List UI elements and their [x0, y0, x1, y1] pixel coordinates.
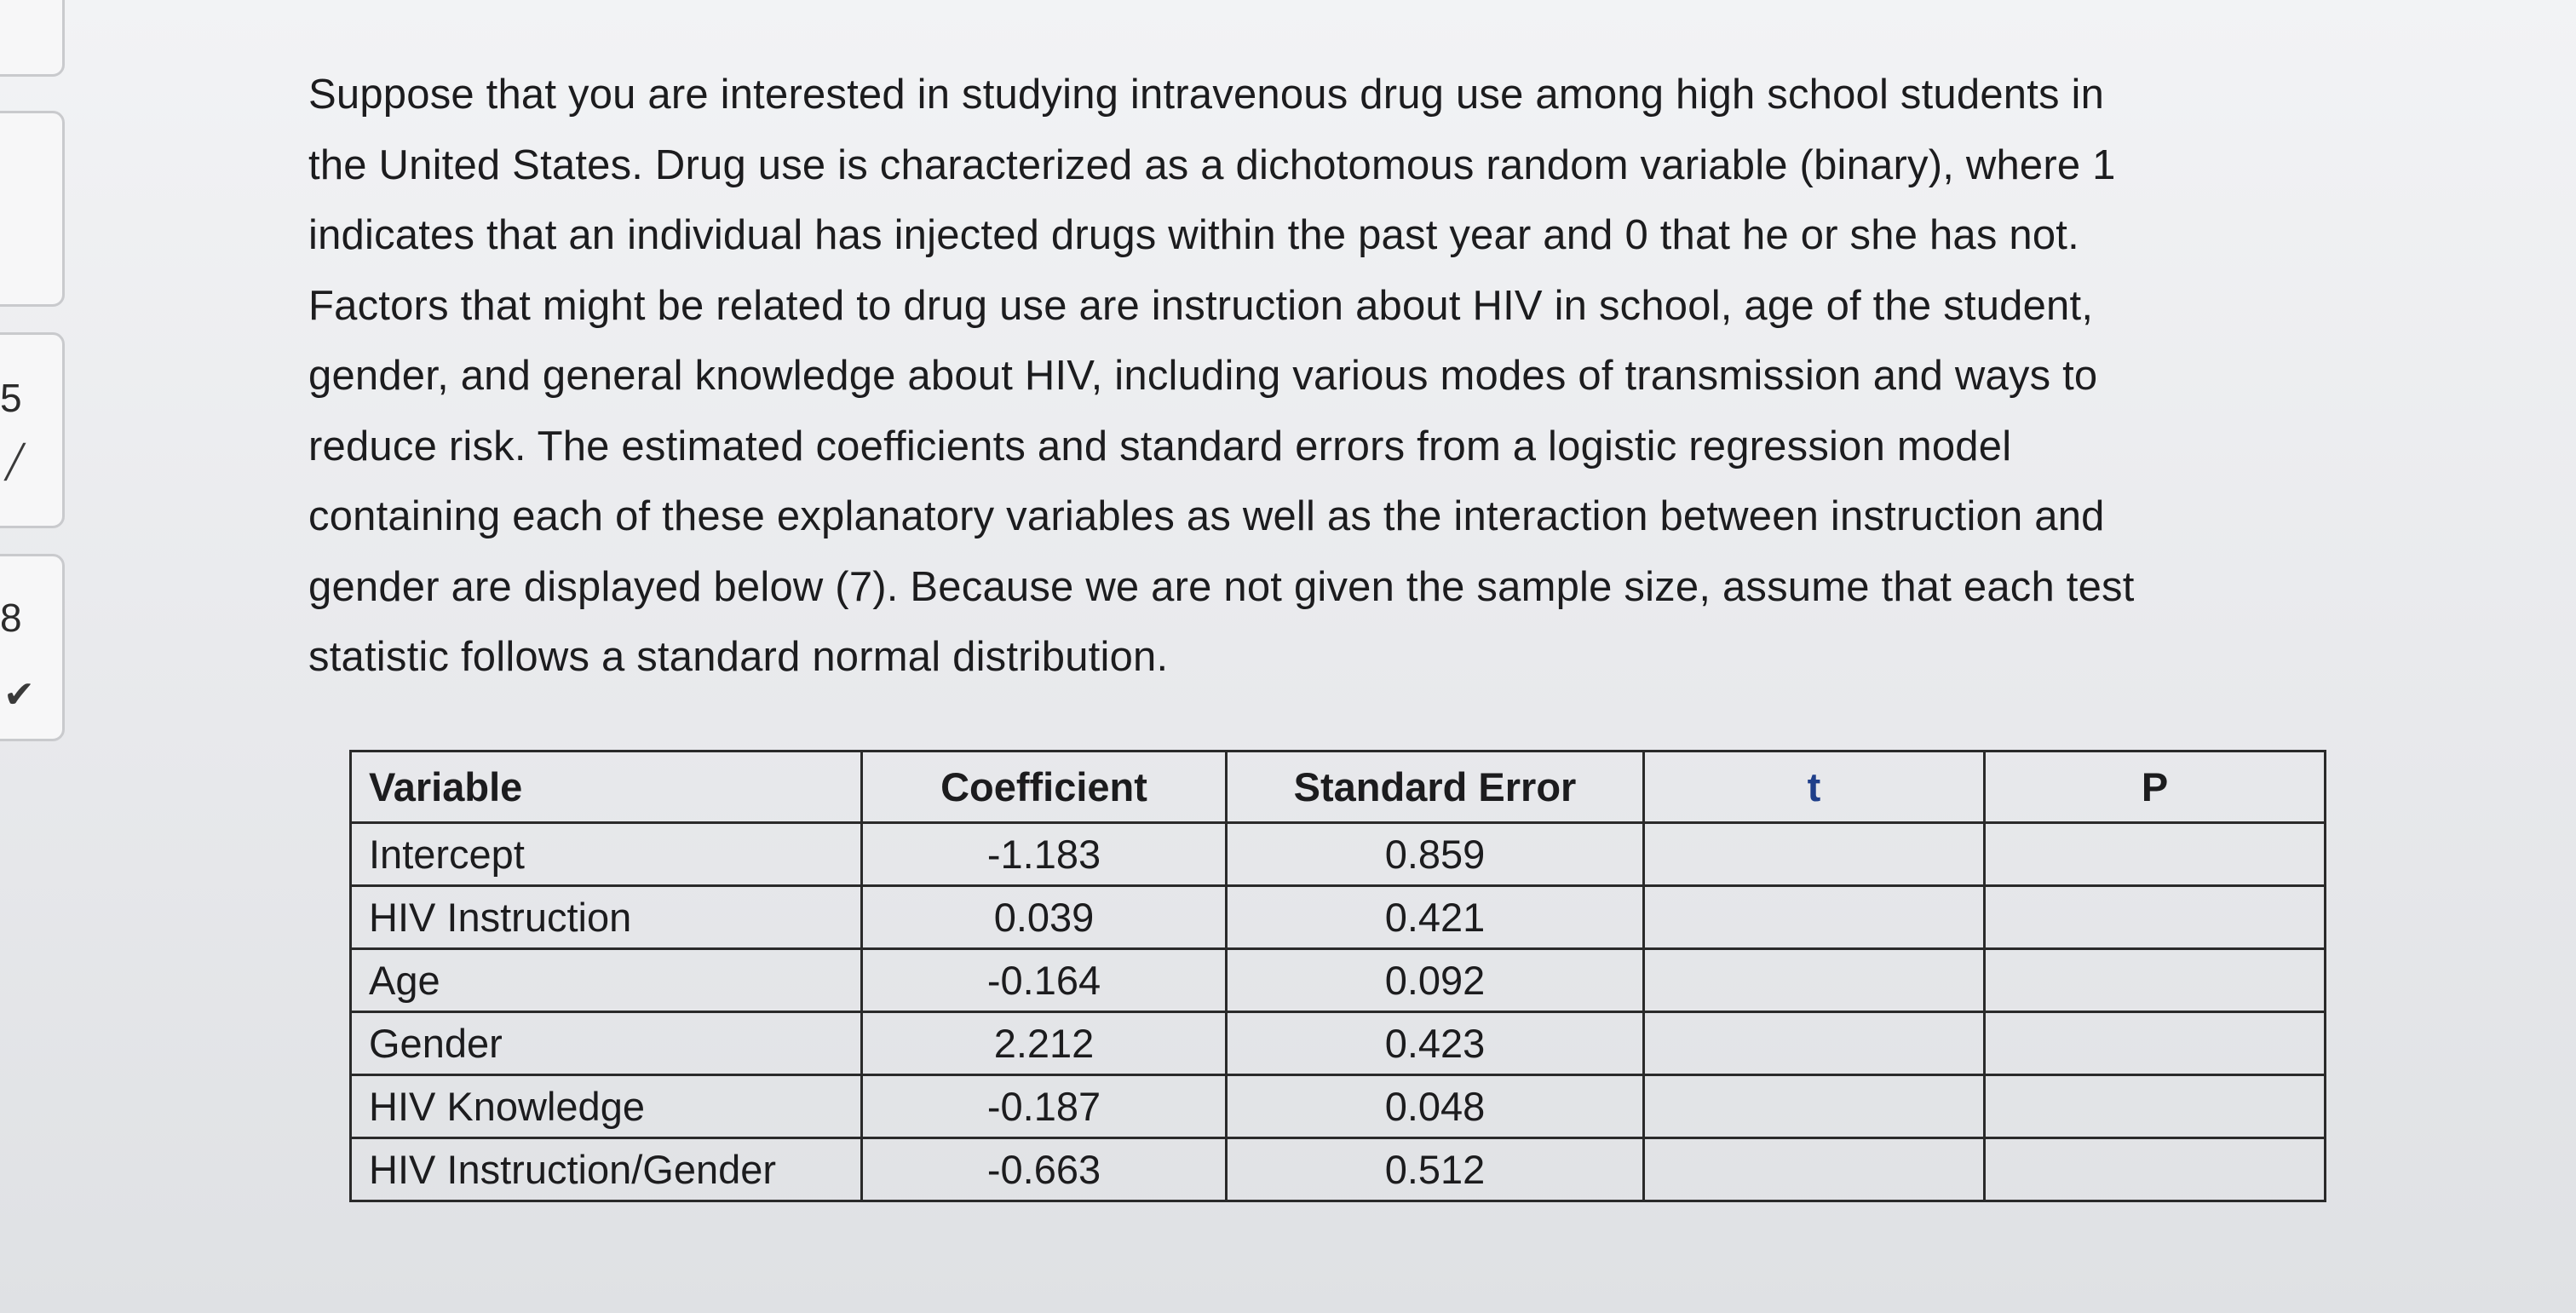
table-row: [351, 949, 2326, 1012]
cell-variable: Gender: [351, 1012, 862, 1075]
question-text: [308, 60, 2387, 693]
regression-table: [349, 750, 2326, 1202]
cell-t-input[interactable]: [1644, 1075, 1985, 1138]
question-line: statistic follows a standard normal distribution.: [308, 634, 1169, 680]
header-variable: Variable: [351, 752, 862, 823]
nav-number-8: 8: [0, 596, 22, 640]
cell-coefficient: -0.187: [862, 1075, 1227, 1138]
check-icon: ✔: [3, 674, 35, 716]
cell-standard-error: 0.421: [1227, 886, 1644, 949]
cell-p-input[interactable]: [1985, 823, 2326, 886]
cell-p-input[interactable]: [1985, 1012, 2326, 1075]
cell-standard-error: 0.512: [1227, 1138, 1644, 1201]
cell-coefficient: -0.164: [862, 949, 1227, 1012]
cell-variable: Age: [351, 949, 862, 1012]
question-line: Suppose that you are interested in studying intravenous drug use among high school students in: [308, 72, 2105, 118]
table-row: [351, 1075, 2326, 1138]
question-line: reduce risk. The estimated coefficients and standard errors from a logistic regression model: [308, 423, 2012, 469]
table-row: [351, 886, 2326, 949]
regression-table-wrapper: [349, 750, 2326, 1202]
question-line: the United States. Drug use is characterized as a dichotomous random variable (binary), where 1: [308, 141, 2116, 188]
table-header-row: [351, 752, 2326, 823]
cell-t-input[interactable]: [1644, 949, 1985, 1012]
cell-variable: HIV Instruction/Gender: [351, 1138, 862, 1201]
nav-card-previous[interactable]: [0, 0, 65, 77]
chevron-icon: ╱: [5, 445, 25, 481]
nav-number-5: 5: [0, 376, 22, 420]
cell-standard-error: 0.859: [1227, 823, 1644, 886]
cell-variable: HIV Instruction: [351, 886, 862, 949]
question-line: indicates that an individual has injected drugs within the past year and 0 that he or she has not.: [308, 212, 2079, 258]
cell-variable: Intercept: [351, 823, 862, 886]
cell-coefficient: -1.183: [862, 823, 1227, 886]
cell-t-input[interactable]: [1644, 886, 1985, 949]
cell-p-input[interactable]: [1985, 1138, 2326, 1201]
header-standard-error: Standard Error: [1227, 752, 1644, 823]
table-row: [351, 823, 2326, 886]
cell-variable: HIV Knowledge: [351, 1075, 862, 1138]
cell-standard-error: 0.423: [1227, 1012, 1644, 1075]
cell-t-input[interactable]: [1644, 823, 1985, 886]
header-t: t: [1644, 752, 1985, 823]
cell-t-input[interactable]: [1644, 1138, 1985, 1201]
question-line: gender, and general knowledge about HIV, including various modes of transmission and ways to: [308, 353, 2098, 399]
cell-standard-error: 0.092: [1227, 949, 1644, 1012]
table-row: [351, 1138, 2326, 1201]
cell-p-input[interactable]: [1985, 949, 2326, 1012]
cell-p-input[interactable]: [1985, 1075, 2326, 1138]
cell-coefficient: 0.039: [862, 886, 1227, 949]
header-coefficient: Coefficient: [862, 752, 1227, 823]
header-p: P: [1985, 752, 2326, 823]
cell-coefficient: -0.663: [862, 1138, 1227, 1201]
cell-t-input[interactable]: [1644, 1012, 1985, 1075]
cell-standard-error: 0.048: [1227, 1075, 1644, 1138]
question-line: Factors that might be related to drug use are instruction about HIV in school, age of the student,: [308, 282, 2094, 329]
question-line: containing each of these explanatory variables as well as the interaction between instruction and: [308, 493, 2105, 539]
question-line: gender are displayed below (7). Because we are not given the sample size, assume that each test: [308, 563, 2135, 610]
nav-card-question[interactable]: [0, 111, 65, 307]
nav-card-question-5[interactable]: [0, 332, 65, 528]
cell-p-input[interactable]: [1985, 886, 2326, 949]
table-row: [351, 1012, 2326, 1075]
cell-coefficient: 2.212: [862, 1012, 1227, 1075]
